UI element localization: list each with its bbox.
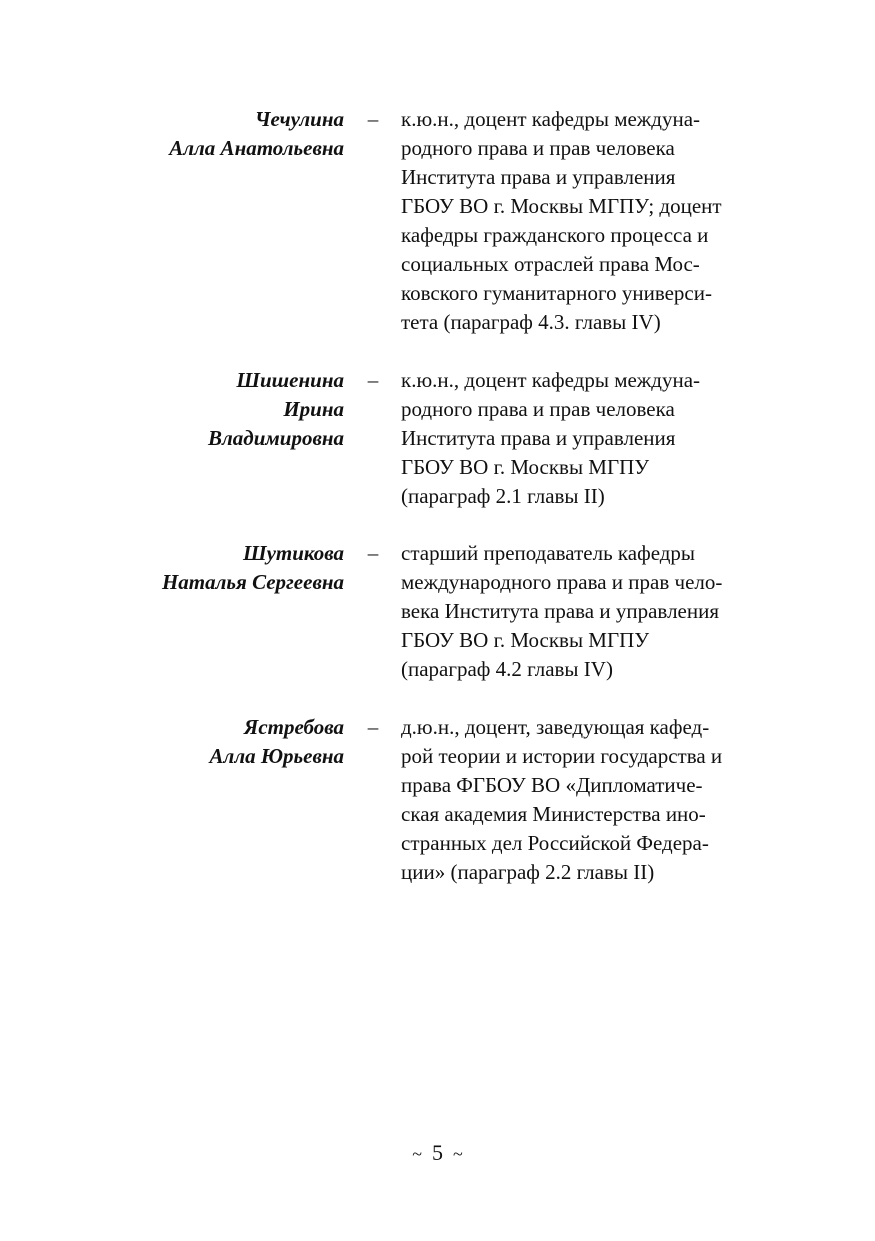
author-name — [100, 105, 344, 163]
author-given-name: Наталья Сергеевна — [161, 570, 344, 594]
author-surname: Ястребова — [243, 715, 344, 739]
description-line: ковского гуманитарного универси- — [401, 281, 712, 305]
description-line: (параграф 2.1 главы II) — [401, 484, 605, 508]
author-name — [100, 713, 344, 771]
description-line: странных дел Российской Федера- — [401, 831, 709, 855]
author-surname: Шутикова — [242, 541, 344, 565]
author-given-name: Алла Анатольевна — [169, 136, 344, 160]
separator-dash: – — [367, 541, 379, 565]
description-line: Института права и управления — [401, 426, 676, 450]
tilde-ornament-left: ~ — [412, 1144, 422, 1164]
description-line: родного права и прав человека — [401, 136, 675, 160]
page-number-value: 5 — [432, 1140, 443, 1165]
description-line: тета (параграф 4.3. главы IV) — [401, 310, 661, 334]
author-description — [401, 539, 781, 684]
author-surname: Чечулина — [254, 107, 344, 131]
separator-dash: – — [367, 715, 379, 739]
description-line: ГБОУ ВО г. Москвы МГПУ — [401, 628, 650, 652]
description-line: д.ю.н., доцент, заведующая кафед- — [401, 715, 710, 739]
description-line: социальных отраслей права Мос- — [401, 252, 700, 276]
description-line: ГБОУ ВО г. Москвы МГПУ; доцент — [401, 194, 722, 218]
description-line: права ФГБОУ ВО «Дипломатиче- — [401, 773, 703, 797]
description-line: ская академия Министерства ино- — [401, 802, 706, 826]
description-line: к.ю.н., доцент кафедры междуна- — [401, 107, 701, 131]
description-line: международного права и прав чело- — [401, 570, 723, 594]
author-given-name: Алла Юрьевна — [209, 744, 344, 768]
description-line: к.ю.н., доцент кафедры междуна- — [401, 368, 701, 392]
description-line: века Института права и управления — [401, 599, 720, 623]
description-line: Института права и управления — [401, 165, 676, 189]
author-name — [100, 366, 344, 453]
author-given-name: Ирина — [283, 397, 344, 421]
description-line: родного права и прав человека — [401, 397, 675, 421]
separator-dash: – — [367, 368, 379, 392]
author-description — [401, 713, 781, 887]
separator-dash: – — [367, 107, 379, 131]
tilde-ornament-right: ~ — [453, 1144, 463, 1164]
author-patronymic: Владимировна — [208, 426, 344, 450]
description-line: рой теории и истории государства и — [401, 744, 723, 768]
description-line: старший преподаватель кафедры — [401, 541, 696, 565]
author-description — [401, 366, 781, 511]
author-name — [100, 539, 344, 597]
page-number — [0, 1138, 875, 1169]
author-description — [401, 105, 781, 337]
description-line: кафедры гражданского процесса и — [401, 223, 709, 247]
description-line: ции» (параграф 2.2 главы II) — [401, 860, 655, 884]
description-line: ГБОУ ВО г. Москвы МГПУ — [401, 455, 650, 479]
author-surname: Шишенина — [236, 368, 344, 392]
description-line: (параграф 4.2 главы IV) — [401, 657, 613, 681]
